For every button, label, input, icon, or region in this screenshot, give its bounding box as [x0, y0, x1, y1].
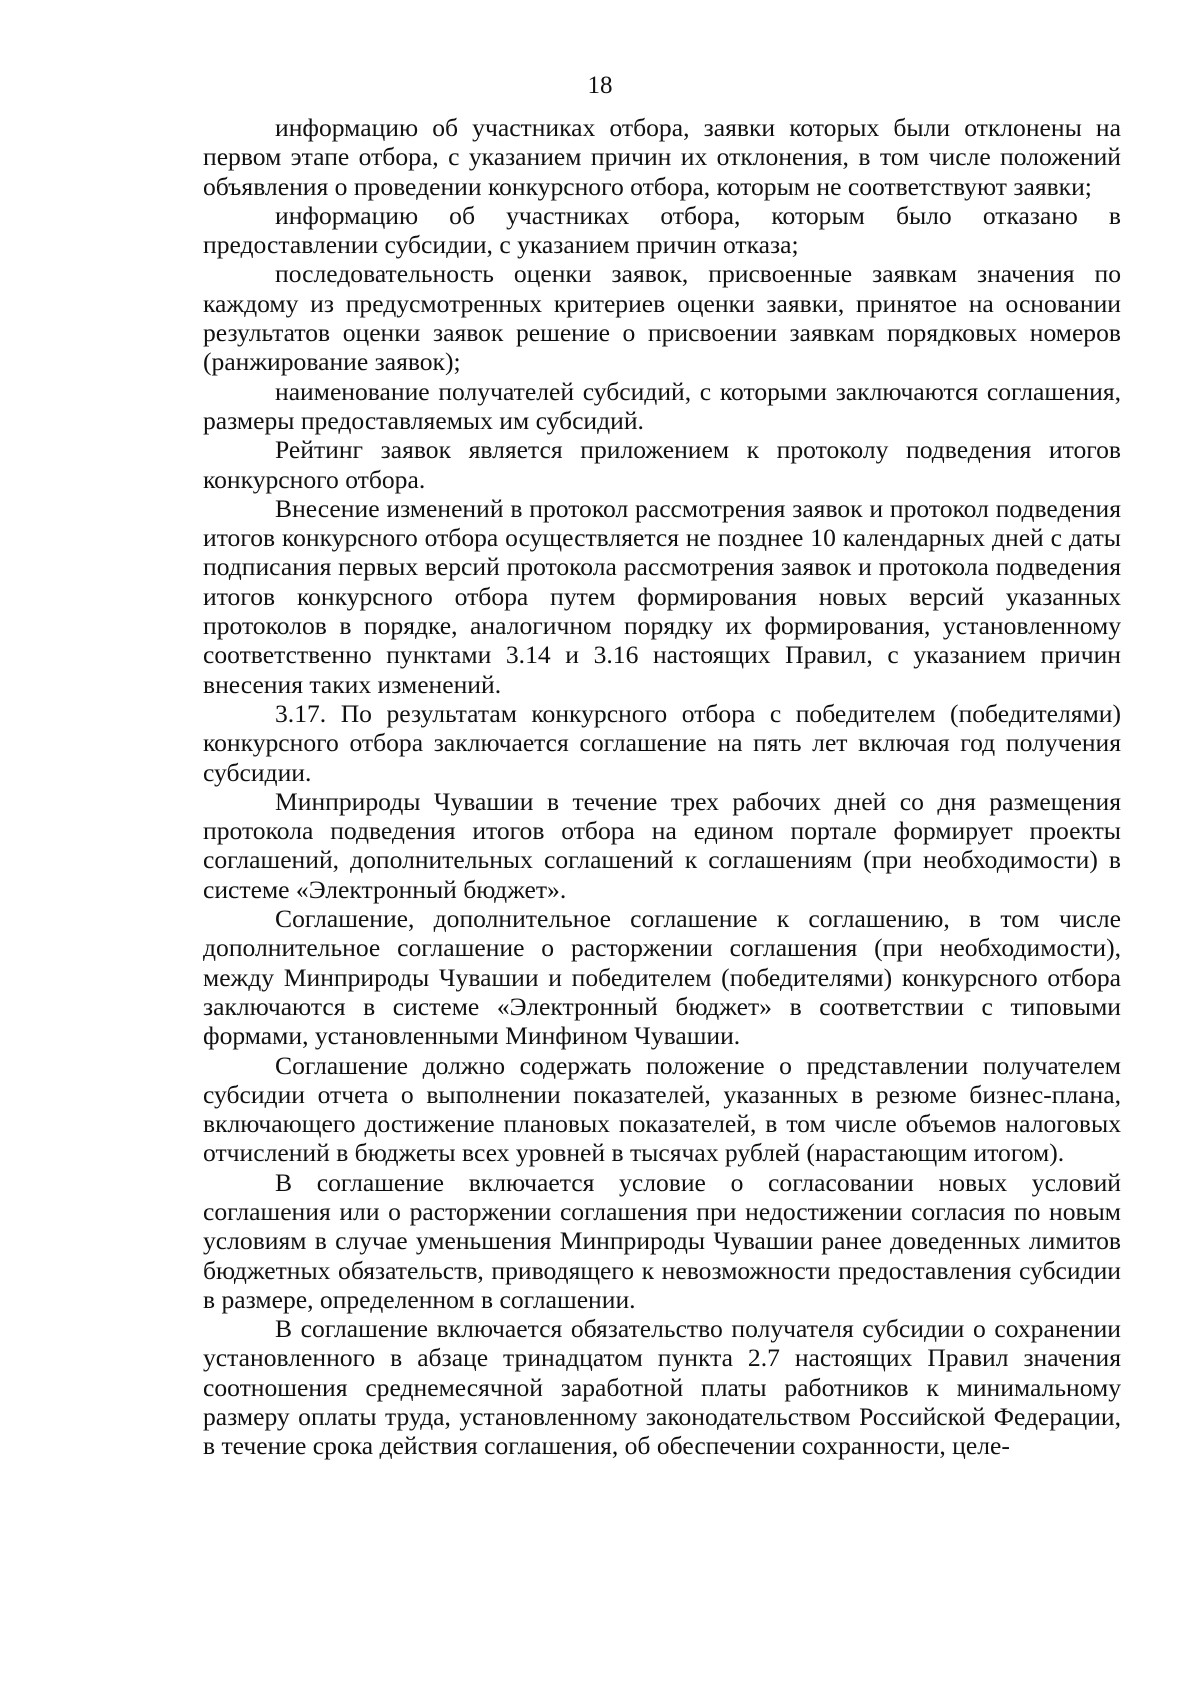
paragraph-11: В соглашение включается условие о согласовании новых условий соглашения или о расторжении соглашения при недостижении согласия по новым условиям в случае уменьшения Минприроды Чувашии ранее доведенных лимитов бюджетных обязательств, приводящего к невозможности предоставления субсидии в размере, определенном в соглашении.	[203, 1167, 1121, 1314]
paragraph-5: Рейтинг заявок является приложением к протоколу подведения итогов конкурсного отбора.	[203, 435, 1121, 494]
paragraph-9: Соглашение, дополнительное соглашение к соглашению, в том числе дополнительное соглашение о расторжении соглашения (при необходимости), между Минприроды Чувашии и победителем (победителями) конкурсного отбора заключаются в системе «Электронный бюджет» в соответствии с типовыми формами, установленными Минфином Чувашии.	[203, 904, 1121, 1051]
paragraph-8: Минприроды Чувашии в течение трех рабочих дней со дня размещения протокола подведения итогов отбора на едином портале формирует проекты соглашений, дополнительных соглашений к соглашениям (при необходимости) в системе «Электронный бюджет».	[203, 786, 1121, 904]
paragraph-12: В соглашение включается обязательство получателя субсидии о сохранении установленного в абзаце тринадцатом пункта 2.7 настоящих Правил значения соотношения среднемесячной заработной платы работников к минимальному размеру оплаты труда, установленному законодательством Российской Федерации, в течение срока действия соглашения, об обеспечении сохранности, целе-	[203, 1314, 1121, 1461]
paragraph-4: наименование получателей субсидий, с которыми заключаются соглашения, размеры предоставляемых им субсидий.	[203, 376, 1121, 435]
document-body	[203, 113, 1121, 1461]
paragraph-1: информацию об участниках отбора, заявки которых были отклонены на первом этапе отбора, с указанием причин их отклонения, в том числе положений объявления о проведении конкурсного отбора, которым не соответствуют заявки;	[203, 113, 1121, 201]
paragraph-3: последовательность оценки заявок, присвоенные заявкам значения по каждому из предусмотренных критериев оценки заявки, принятое на основании результатов оценки заявок решение о присвоении заявкам порядковых номеров (ранжирование заявок);	[203, 259, 1121, 377]
paragraph-10: Соглашение должно содержать положение о представлении получателем субсидии отчета о выполнении показателей, указанных в резюме бизнес-плана, включающего достижение плановых показателей, в том числе объемов налоговых отчислений в бюджеты всех уровней в тысячах рублей (нарастающим итогом).	[203, 1050, 1121, 1168]
paragraph-7: 3.17. По результатам конкурсного отбора с победителем (победителями) конкурсного отбора заключается соглашение на пять лет включая год получения субсидии.	[203, 698, 1121, 787]
paragraph-2: информацию об участниках отбора, которым было отказано в предоставлении субсидии, с указанием причин отказа;	[203, 200, 1121, 260]
page-number: 18	[587, 72, 613, 99]
paragraph-6: Внесение изменений в протокол рассмотрения заявок и протокол подведения итогов конкурсного отбора осуществляется не позднее 10 календарных дней с даты подписания первых версий протокола рассмотрения заявок и протокола подведения итогов конкурсного отбора путем формирования новых версий указанных протоколов в порядке, аналогичном порядку их формирования, установленному соответственно пунктами 3.14 и 3.16 настоящих Правил, с указанием причин внесения таких изменений.	[203, 493, 1121, 699]
